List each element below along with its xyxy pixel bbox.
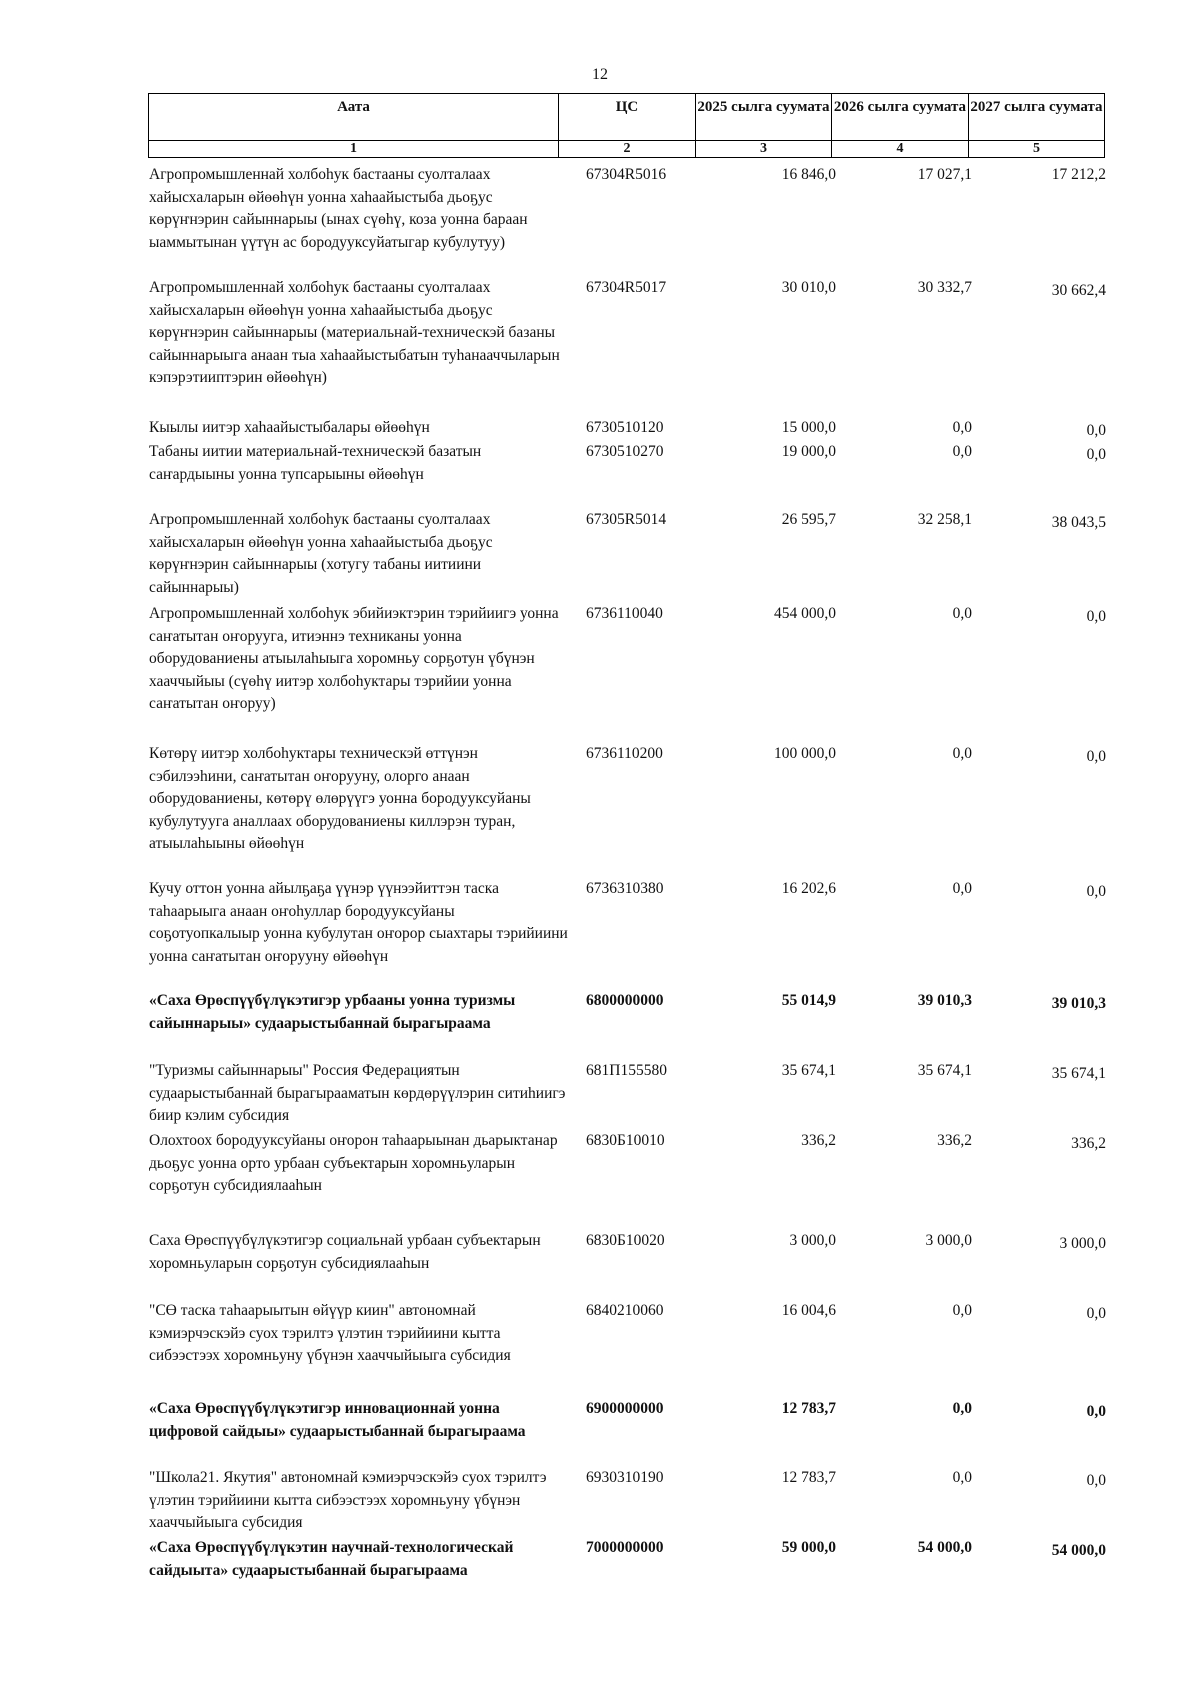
row-code: 6730510270 — [586, 443, 664, 460]
row-2027: 0,0 — [1086, 1305, 1106, 1322]
row-2027: 0,0 — [1086, 446, 1106, 463]
row-code: 6930310190 — [586, 1469, 664, 1486]
row-name: "Туризмы сайыннарыы" Россия Федерациятын судаарыстыбаннай бырагырааматын көрдөрүүлэрин ситиһиигэ биир кэлим субсидия — [149, 1062, 566, 1124]
table-header — [148, 93, 1105, 158]
row-2026: 54 000,0 — [917, 1539, 972, 1556]
row-name: Агропромышленнай холбоһук эбийиэктэрин тэрийиигэ уонна саҥатытан оҥоруугa, итиэннэ техниканы уонна оборудованиены атыылаһыыга хоромньу сорҕотун үбүнэн хааччыйыы (сүөһү иитэр холбоһуктары тэрийии уонна саҥатытан оҥоруу) — [149, 605, 559, 712]
row-name: Саха Өрөспүүбүлүкэтигэр социальнай урбаан субъектарын хоромньуларын сорҕотун субсидиялааһын — [149, 1232, 541, 1272]
row-name: «Саха Өрөспүүбүлүкэтин научнай-технологическай сайдыыта» судаарыстыбаннай бырагыраама — [149, 1539, 514, 1579]
row-2026: 0,0 — [952, 1469, 972, 1486]
row-code: 6830Б10020 — [586, 1232, 665, 1249]
row-code: 67304R5016 — [586, 166, 667, 183]
row-code: 6830Б10010 — [586, 1132, 665, 1149]
header-num-4: 4 — [832, 141, 969, 158]
row-name: Табаны иитии материальнай-техническэй базатын саҥардыыны уонна тупсарыыны өйөөһүн — [149, 443, 482, 483]
row-code: 67304R5017 — [586, 279, 667, 296]
row-2026: 0,0 — [952, 1302, 972, 1319]
row-2026: 0,0 — [952, 605, 972, 622]
row-code: 6730510120 — [586, 419, 664, 436]
header-2025: 2025 сылга суумата — [696, 94, 832, 141]
row-2025: 26 595,7 — [781, 511, 836, 528]
row-2026: 0,0 — [952, 419, 972, 436]
row-2025: 454 000,0 — [774, 605, 836, 622]
row-2026: 0,0 — [952, 1400, 972, 1417]
row-2027: 0,0 — [1086, 1403, 1106, 1420]
row-code: 7000000000 — [586, 1539, 664, 1556]
row-name: Олохтоох бородууксуйаны оҥорон таһаарыынан дьарыктанар дьоҕус уонна орто урбаан субъектарын хоромньуларын сорҕотун субсидиялааһын — [149, 1132, 558, 1194]
row-code: 6900000000 — [586, 1400, 664, 1417]
header-num-3: 3 — [696, 141, 832, 158]
row-2027: 0,0 — [1086, 608, 1106, 625]
row-name: Көтөрү иитэр холбоһуктары техническэй өттүнэн сэбилээһини, саҥатытан оҥорууну, олорго анаан оборудованиены, көтөрү өлөрүүгэ уонна бородууксуйаны кубулутууга аналлаах оборудованиены киллэрэн туран, атыылаһыыны өйөөһүн — [149, 745, 531, 852]
row-2025: 100 000,0 — [774, 745, 836, 762]
row-2025: 59 000,0 — [781, 1539, 836, 1556]
row-2025: 336,2 — [801, 1132, 836, 1149]
row-2025: 15 000,0 — [781, 419, 836, 436]
row-2027: 38 043,5 — [1051, 514, 1106, 531]
row-2026: 0,0 — [952, 880, 972, 897]
row-2027: 54 000,0 — [1051, 1542, 1106, 1559]
page-number: 12 — [592, 66, 608, 83]
row-2025: 12 783,7 — [781, 1400, 836, 1417]
row-2025: 19 000,0 — [781, 443, 836, 460]
row-2026: 35 674,1 — [917, 1062, 972, 1079]
row-2025: 55 014,9 — [781, 992, 836, 1009]
header-num-2: 2 — [559, 141, 696, 158]
row-name: Кыылы иитэр хаһаайыстыбалары өйөөһүн — [149, 419, 430, 436]
row-2026: 0,0 — [952, 443, 972, 460]
row-name: Агропромышленнай холбоһук бастааны суолталаах хайысхаларын өйөөһүн уонна хаһаайыстыба дьоҕус көрүҥнэрин сайыннарыы (хотугу табаны иитиини сайыннарыы) — [149, 511, 493, 596]
row-2027: 3 000,0 — [1059, 1235, 1106, 1252]
row-code: 6736110200 — [586, 745, 663, 762]
row-2027: 35 674,1 — [1051, 1065, 1106, 1082]
row-2026: 32 258,1 — [917, 511, 972, 528]
row-2027: 0,0 — [1086, 883, 1106, 900]
row-2025: 16 846,0 — [781, 166, 836, 183]
header-2027: 2027 сылга суумата — [969, 94, 1105, 141]
header-num-5: 5 — [969, 141, 1105, 158]
row-2027: 39 010,3 — [1051, 995, 1106, 1012]
row-2026: 3 000,0 — [925, 1232, 972, 1249]
row-2025: 16 202,6 — [781, 880, 836, 897]
header-2026: 2026 сылга суумата — [832, 94, 969, 141]
row-code: 681П155580 — [586, 1062, 667, 1079]
row-2025: 16 004,6 — [781, 1302, 836, 1319]
row-2027: 0,0 — [1086, 422, 1106, 439]
row-2025: 35 674,1 — [781, 1062, 836, 1079]
row-name: «Саха Өрөспүүбүлүкэтигэр инновационнай уонна цифровой сайдыы» судаарыстыбаннай бырагыраама — [149, 1400, 526, 1440]
row-2026: 0,0 — [952, 745, 972, 762]
row-code: 6736310380 — [586, 880, 664, 897]
row-2025: 30 010,0 — [781, 279, 836, 296]
row-2027: 0,0 — [1086, 1472, 1106, 1489]
row-2027: 17 212,2 — [1051, 166, 1106, 183]
row-2027: 30 662,4 — [1051, 282, 1106, 299]
row-code: 6840210060 — [586, 1302, 664, 1319]
row-2027: 336,2 — [1071, 1135, 1106, 1152]
row-2026: 17 027,1 — [917, 166, 972, 183]
row-name: Кучу оттон уонна айылҕаҕа үүнэр үүнээйиттэн таска таһаарыыга анаан оҥоһуллар бородууксуйаны соҕотуопкалыыр уонна кубулутан оҥорор сыахтары тэрийиини уонна саҥатытан оҥорууну өйөөһүн — [149, 880, 568, 965]
row-2026: 30 332,7 — [917, 279, 972, 296]
row-2027: 0,0 — [1086, 748, 1106, 765]
row-2026: 39 010,3 — [917, 992, 972, 1009]
row-2025: 12 783,7 — [781, 1469, 836, 1486]
row-name: Агропромышленнай холбоһук бастааны суолталаах хайысхаларын өйөөһүн уонна хаһаайыстыба дьоҕус көрүҥнэрин сайыннарыы (материальнай-техническэй базаны сайыннарыыга анаан тыа хаһаайыстыбатын туһанааччыларын кэпэрэтииптэрин өйөөһүн) — [149, 279, 560, 386]
row-name: "СӨ таска таһаарыытын өйүүр киин" автономнай кэмиэрчэскэйэ суох тэрилтэ үлэтин тэрийиини кытта сибээстээх хоромньуну үбүнэн хааччыйыыга субсидия — [149, 1302, 511, 1364]
row-2026: 336,2 — [937, 1132, 972, 1149]
header-code: ЦС — [559, 94, 696, 141]
row-name: "Школа21. Якутия" автономнай кэмиэрчэскэйэ суох тэрилтэ үлэтин тэрийиини кытта сибээстээх хоромньуну үбүнэн хааччыйыыга субсидия — [149, 1469, 547, 1531]
row-code: 67305R5014 — [586, 511, 667, 528]
header-num-1: 1 — [149, 141, 559, 158]
row-code: 6736110040 — [586, 605, 663, 622]
row-code: 6800000000 — [586, 992, 664, 1009]
row-name: «Саха Өрөспүүбүлүкэтигэр урбааны уонна туризмы сайыннарыы» судаарыстыбаннай бырагыраама — [149, 992, 516, 1032]
header-name: Аата — [149, 94, 559, 141]
row-name: Агропромышленнай холбоһук бастааны суолталаах хайысхаларын өйөөһүн уонна хаһаайыстыба дьоҕус көрүҥнэрин сайыннарыы (ынах сүөһү, коза уонна бараан ыаммытынан үүтүн ас бородууксуйатыгар кубулутуу) — [149, 166, 528, 251]
row-2025: 3 000,0 — [789, 1232, 836, 1249]
